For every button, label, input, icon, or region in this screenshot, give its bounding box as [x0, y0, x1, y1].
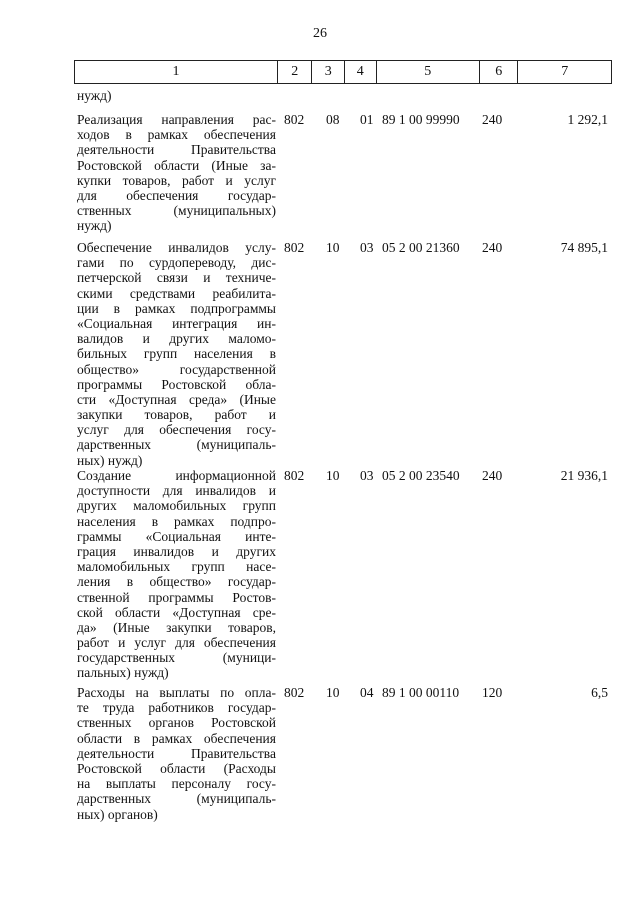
description-line: ственной программы Ростов-: [77, 589, 276, 605]
table-header: [74, 60, 612, 84]
description-line: нужд): [77, 218, 112, 234]
description-line: программы Ростовской обла-: [77, 376, 276, 392]
row-code: 802: [284, 112, 305, 127]
description-line: населения в рамках подпро-: [77, 513, 276, 529]
description-line: валидов и других маломо-: [77, 331, 276, 347]
description-line: области в рамках обеспечения: [77, 730, 276, 746]
row-section: 08: [326, 112, 340, 127]
description-line: петчерской связи и техниче-: [77, 270, 276, 286]
header-col-5: 5: [377, 61, 480, 83]
header-col-3: 3: [312, 61, 345, 83]
row-description: [77, 468, 276, 681]
description-line: для обеспечения государ-: [77, 187, 276, 203]
row-expense-type: 240: [482, 240, 503, 255]
row-expense-type: 240: [482, 468, 503, 483]
row-section: 10: [326, 468, 340, 483]
row-subsection: 04: [360, 685, 374, 700]
row-target-article: 05 2 00 21360: [382, 240, 460, 255]
row-subsection: 03: [360, 468, 374, 483]
row-target-article: 89 1 00 00110: [382, 685, 460, 700]
description-line: на выплаты персоналу госу-: [77, 776, 276, 792]
description-line: бильных групп населения в: [77, 346, 276, 362]
description-line: деятельности Правительства: [77, 745, 276, 761]
description-line: ственных (муниципальных): [77, 203, 276, 219]
row-code: 802: [284, 468, 305, 483]
row-section: 10: [326, 240, 340, 255]
description-line: Ростовской области (Расходы: [77, 760, 276, 776]
row-description: [77, 240, 276, 468]
description-line: работ и услуг для обеспечения: [77, 635, 276, 651]
description-line: скими средствами реабилита-: [77, 285, 276, 301]
row-expense-type: 240: [482, 112, 503, 127]
row-amount: 21 936,1: [560, 468, 608, 483]
description-line: государственных (муници-: [77, 650, 276, 666]
description-line: дарственных (муниципаль-: [77, 437, 276, 453]
description-line: закупки товаров, работ и: [77, 407, 276, 423]
header-col-7: 7: [561, 64, 569, 79]
row-code: 802: [284, 685, 305, 700]
row-expense-type: 120: [482, 685, 503, 700]
page-number: 26: [313, 26, 327, 41]
description-line: Создание информационной: [77, 468, 276, 483]
row-code: 802: [284, 240, 305, 255]
description-line: ных) органов): [77, 806, 158, 822]
description-line: других маломобильных групп: [77, 498, 276, 514]
description-line: маломобильных групп насе-: [77, 559, 276, 575]
description-line: гами по сурдопереводу, дис-: [77, 255, 276, 271]
description-line: Ростовской области (Иные за-: [77, 157, 276, 173]
description-line: ции в рамках подпрограммы: [77, 300, 276, 316]
description-line: пальных) нужд): [77, 665, 169, 681]
description-line: Обеспечение инвалидов услу-: [77, 240, 276, 255]
description-line: те труда работников государ-: [77, 700, 276, 716]
description-line: граммы «Социальная инте-: [77, 528, 276, 544]
description-line: ных) нужд): [77, 452, 143, 468]
description-line: дарственных (муниципаль-: [77, 791, 276, 807]
row-amount: 1 292,1: [567, 112, 608, 127]
row-description: [77, 112, 276, 234]
header-col-2: 2: [278, 61, 313, 83]
description-line: да» (Иные закупки товаров,: [77, 619, 276, 635]
description-line: Реализация направления рас-: [77, 112, 276, 127]
header-col-4: 4: [345, 61, 377, 83]
description-line: ходов в рамках обеспечения: [77, 127, 276, 143]
row-target-article: 05 2 00 23540: [382, 468, 460, 483]
description-line: Расходы на выплаты по опла-: [77, 685, 276, 700]
description-line: купки товаров, работ и услуг: [77, 172, 276, 188]
description-line: сти «Доступная среда» (Иные: [77, 391, 276, 407]
description-line: ской области «Доступная сре-: [77, 604, 276, 620]
row-section: 10: [326, 685, 340, 700]
description-line: доступности для инвалидов и: [77, 483, 276, 499]
row-amount: 74 895,1: [560, 240, 608, 255]
row-description: [77, 685, 276, 822]
description-line: «Социальная интеграция ин-: [77, 315, 276, 331]
header-col-6: 6: [480, 61, 518, 83]
description-line: деятельности Правительства: [77, 142, 276, 158]
continuation-text: нужд): [77, 88, 112, 103]
description-line: ления в общество» государ-: [77, 574, 276, 590]
row-subsection: 01: [360, 112, 374, 127]
description-line: грация инвалидов и других: [77, 543, 276, 559]
header-col-1: 1: [75, 61, 278, 83]
description-line: ственных органов Ростовской: [77, 715, 276, 731]
description-line: общество» государственной: [77, 361, 276, 377]
row-target-article: 89 1 00 99990: [382, 112, 460, 127]
description-line: услуг для обеспечения госу-: [77, 422, 276, 438]
row-amount: 6,5: [591, 685, 608, 700]
row-subsection: 03: [360, 240, 374, 255]
